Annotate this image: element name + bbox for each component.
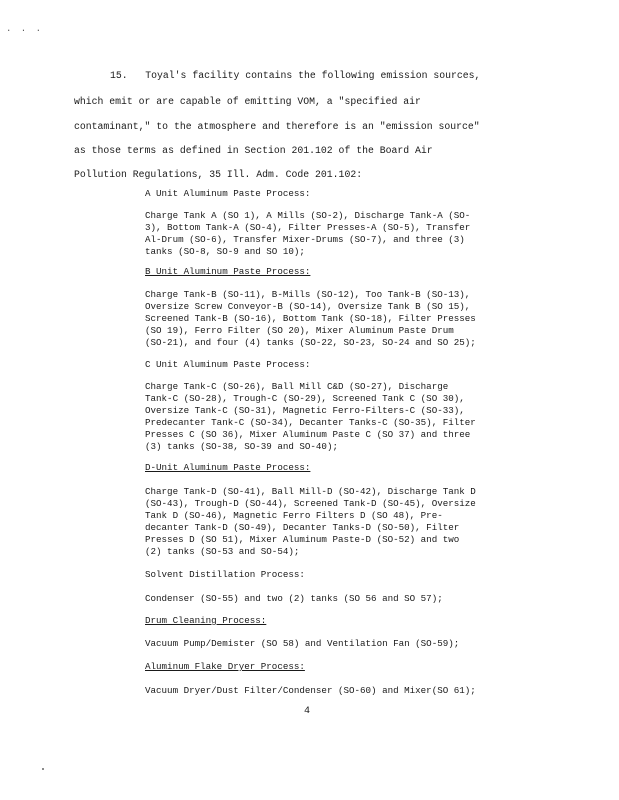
section-line: Predecanter Tank-C (SO-34), Decanter Tanks-C (SO-35), Filter	[145, 417, 476, 428]
section-line: 3), Bottom Tank-A (SO-4), Filter Presses-A (SO-5), Transfer	[145, 222, 471, 233]
section-line: Presses D (SO 51), Mixer Aluminum Paste-D (SO-52) and two	[145, 534, 460, 545]
section-line: (SO-21), and four (4) tanks (SO-22, SO-23, SO-24 and SO 25);	[145, 337, 476, 348]
section-line: Tank-C (SO-28), Trough-C (SO-29), Screened Tank C (SO 30),	[145, 393, 465, 404]
section-line: (SO 19), Ferro Filter (SO 20), Mixer Aluminum Paste Drum	[145, 325, 454, 336]
section-line: (SO-43), Trough-D (SO-44), Screened Tank-D (SO-45), Oversize	[145, 498, 476, 509]
section-heading-drum-cleaning: Drum Cleaning Process:	[145, 615, 267, 626]
page-number: 4	[304, 706, 311, 717]
section-line: decanter Tank-D (SO-49), Decanter Tanks-D (SO-50), Filter	[145, 522, 460, 533]
paragraph-first-text: Toyal's facility contains the following emission sources,	[145, 70, 481, 81]
section-line: Presses C (SO 36), Mixer Aluminum Paste C (SO 37) and three	[145, 429, 471, 440]
section-line: Charge Tank A (SO 1), A Mills (SO-2), Discharge Tank-A (SO-	[145, 210, 471, 221]
section-line: tanks (SO-8, SO-9 and SO 10);	[145, 246, 305, 257]
section-line: Condenser (SO-55) and two (2) tanks (SO 56 and SO 57);	[145, 593, 443, 604]
section-line: Oversize Screw Conveyor-B (SO-14), Oversize Tank B (SO 15),	[145, 301, 471, 312]
section-line: Al-Drum (SO-6), Transfer Mixer-Drums (SO-7), and three (3)	[145, 234, 465, 245]
section-heading-b-unit: B Unit Aluminum Paste Process:	[145, 266, 311, 277]
paragraph-first-line	[110, 70, 480, 81]
section-heading-c-unit: C Unit Aluminum Paste Process:	[145, 359, 311, 370]
section-line: (3) tanks (SO-38, SO-39 and SO-40);	[145, 441, 338, 452]
section-line: Tank D (SO-46), Magnetic Ferro Filters D (SO 48), Pre-	[145, 510, 443, 521]
section-line: Charge Tank-C (SO-26), Ball Mill C&D (SO-27), Discharge	[145, 381, 449, 392]
section-heading-flake-dryer: Aluminum Flake Dryer Process:	[145, 661, 305, 672]
section-heading-solvent-distillation: Solvent Distillation Process:	[145, 569, 305, 580]
section-line: (2) tanks (SO-53 and SO-54);	[145, 546, 300, 557]
paragraph-line: Pollution Regulations, 35 Ill. Adm. Code 201.102:	[74, 169, 363, 180]
paragraph-line: contaminant," to the atmosphere and therefore is an "emission source"	[74, 121, 480, 132]
scan-speck	[42, 768, 44, 770]
section-line: Oversize Tank-C (SO-31), Magnetic Ferro-Filters-C (SO-33),	[145, 405, 465, 416]
section-line: Charge Tank-D (SO-41), Ball Mill-D (SO-42), Discharge Tank D	[145, 486, 476, 497]
corner-mark: · · ·	[6, 26, 44, 36]
section-line: Vacuum Dryer/Dust Filter/Condenser (SO-60) and Mixer(SO 61);	[145, 685, 476, 696]
section-line: Screened Tank-B (SO-16), Bottom Tank (SO-18), Filter Presses	[145, 313, 476, 324]
paragraph-number: 15.	[110, 70, 128, 81]
section-heading-d-unit: D-Unit Aluminum Paste Process:	[145, 462, 311, 473]
paragraph-line: as those terms as defined in Section 201.102 of the Board Air	[74, 145, 433, 156]
paragraph-line: which emit or are capable of emitting VOM, a "specified air	[74, 96, 421, 107]
section-line: Vacuum Pump/Demister (SO 58) and Ventilation Fan (SO-59);	[145, 638, 460, 649]
section-line: Charge Tank-B (SO-11), B-Mills (SO-12), Too Tank-B (SO-13),	[145, 289, 471, 300]
section-heading-a-unit: A Unit Aluminum Paste Process:	[145, 188, 311, 199]
